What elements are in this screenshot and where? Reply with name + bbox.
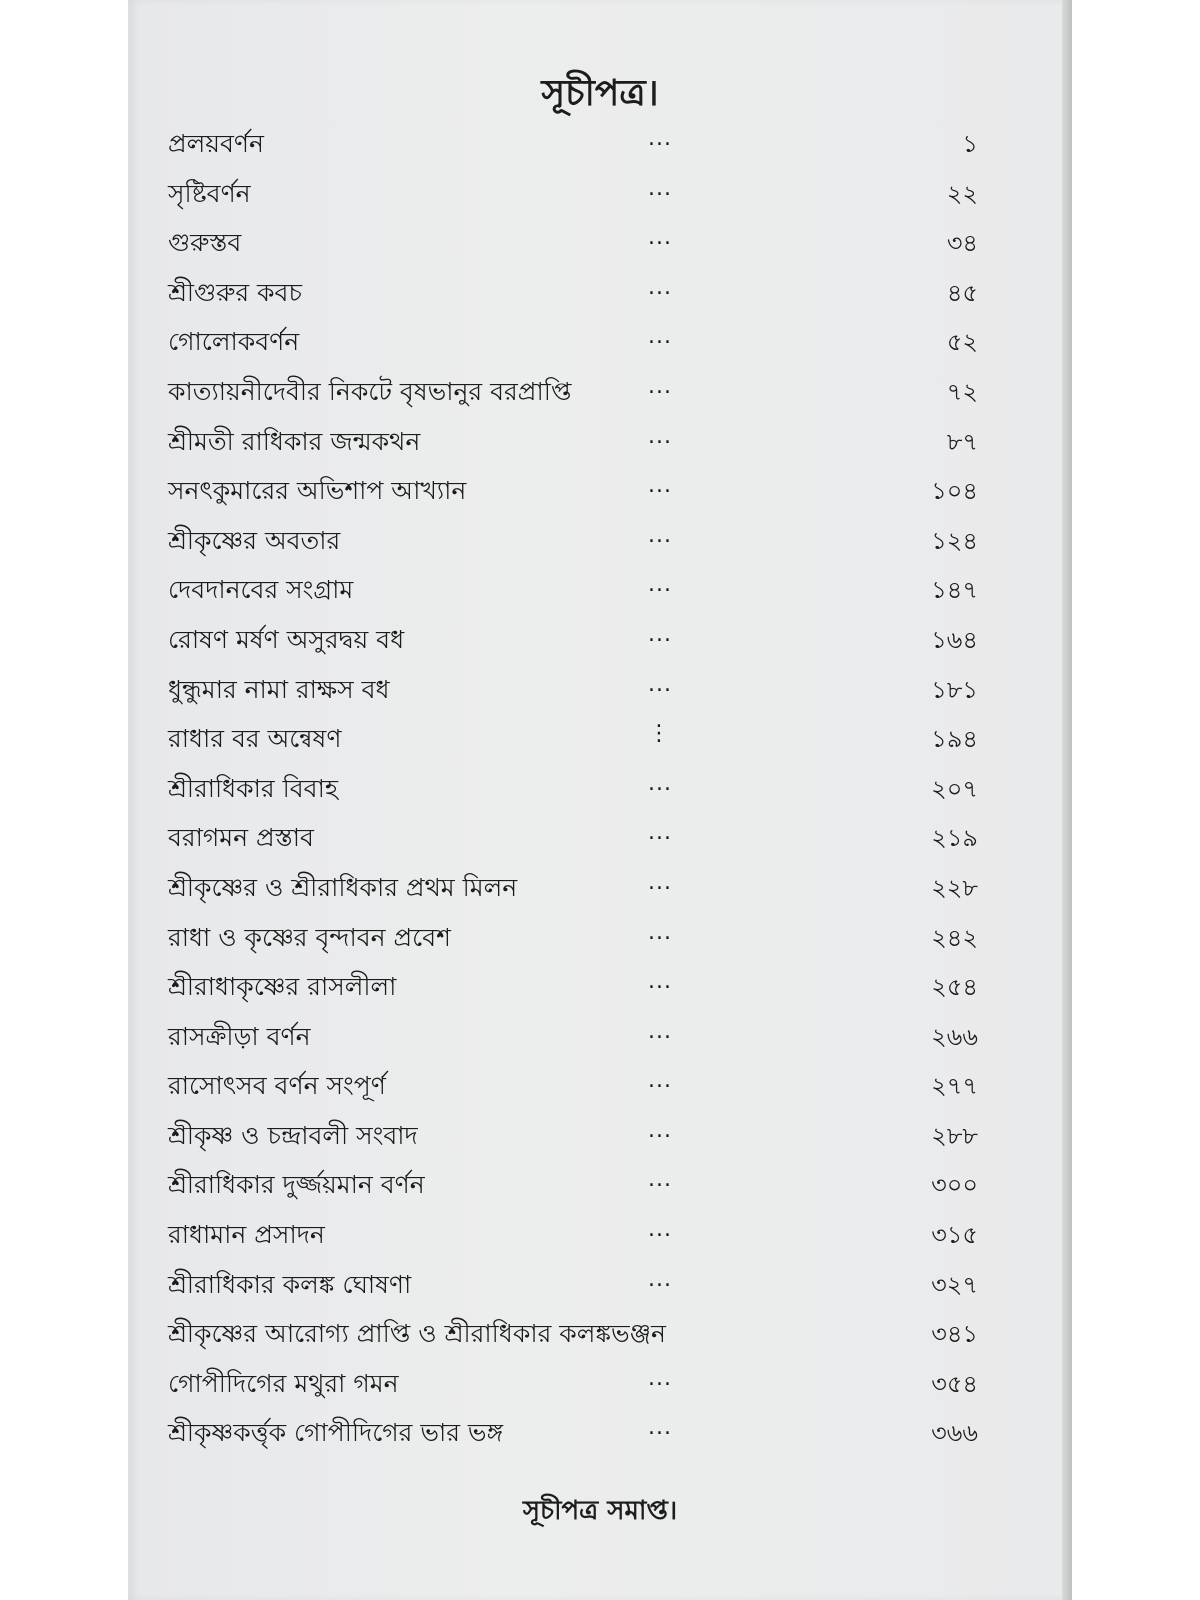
- toc-row: [168, 418, 1048, 468]
- toc-row: [168, 914, 1048, 964]
- toc-entry-title: সনৎকুমারের অভিশাপ আখ্যান: [168, 476, 467, 506]
- toc-row: [168, 666, 1048, 716]
- toc-page-number: ৮৭: [946, 427, 978, 456]
- toc-row: [168, 1310, 1048, 1360]
- toc-row: [168, 1261, 1048, 1311]
- toc-page-number: ১৪৭: [931, 576, 978, 605]
- toc-entry-title: শ্রীকৃষ্ণ ও চন্দ্রাবলী সংবাদ: [168, 1120, 418, 1150]
- toc-entry-title: শ্রীকৃষ্ণের অবতার: [168, 525, 341, 555]
- toc-leader-dots: ...: [648, 1117, 672, 1143]
- toc-page-number: ২০৭: [931, 774, 978, 803]
- toc-page-number: ৩৪১: [931, 1320, 978, 1349]
- toc-entry-title: শ্রীরাধিকার দুর্জ্জয়মান বর্ণন: [168, 1170, 425, 1200]
- toc-page-number: ২১৯: [931, 824, 978, 853]
- toc-page-number: ২৪২: [931, 923, 978, 952]
- toc-row: [168, 517, 1048, 567]
- toc-page-number: ১২৪: [931, 526, 978, 555]
- toc-entry-title: শ্রীরাধিকার কলঙ্ক ঘোষণা: [168, 1269, 412, 1299]
- toc-entry-title: কাত্যায়নীদেবীর নিকটে বৃষভানুর বরপ্রাপ্তি: [168, 376, 572, 406]
- toc-entry-title: শ্রীকৃষ্ণকর্ত্তৃক গোপীদিগের ভার ভঙ্গ: [168, 1418, 504, 1448]
- toc-leader-dots: ...: [648, 919, 672, 945]
- toc-entry-title: রাধার বর অন্বেষণ: [168, 724, 342, 754]
- toc-leader-dots: ...: [648, 969, 672, 995]
- toc-page-number: ৩০০: [931, 1171, 978, 1200]
- toc-row: [168, 1360, 1048, 1410]
- toc-row: [168, 1062, 1048, 1112]
- toc-page-number: ২২: [946, 179, 978, 208]
- toc-leader-dots: ...: [648, 820, 672, 846]
- toc-leader-dots: ...: [648, 572, 672, 598]
- toc-row: [168, 1409, 1048, 1459]
- toc-row: [168, 467, 1048, 517]
- toc-row: [168, 269, 1048, 319]
- toc-entry-title: গুরুস্তব: [168, 228, 242, 258]
- toc-page-number: ৩৪: [946, 229, 978, 258]
- toc-leader-dots: ...: [648, 324, 672, 350]
- toc-leader-dots: ...: [648, 1415, 672, 1441]
- toc-page-number: ২৮৮: [931, 1121, 978, 1150]
- toc-leader-dots: ...: [648, 671, 672, 697]
- toc-row: [168, 715, 1048, 765]
- toc-row: [168, 120, 1048, 170]
- toc-entry-title: রাধা ও কৃষ্ণের বৃন্দাবন প্রবেশ: [168, 922, 451, 952]
- toc-entry-title: রাধামান প্রসাদন: [168, 1220, 325, 1250]
- toc-entry-title: ধুন্ধুমার নামা রাক্ষস বধ: [168, 674, 390, 704]
- toc-row: [168, 566, 1048, 616]
- toc-row: [168, 1112, 1048, 1162]
- toc-entry-title: রাসোৎসব বর্ণন সংপূর্ণ: [168, 1071, 386, 1101]
- toc-leader-dots: ...: [648, 1365, 672, 1391]
- toc-leader-dots: ...: [648, 621, 672, 647]
- toc-entry-title: শ্রীকৃষ্ণের ও শ্রীরাধিকার প্রথম মিলন: [168, 872, 518, 902]
- toc-leader-dots: ...: [648, 1167, 672, 1193]
- toc-page-number: ২৭৭: [931, 1072, 978, 1101]
- toc-entry-title: রাসক্রীড়া বর্ণন: [168, 1021, 311, 1051]
- toc-row: [168, 1161, 1048, 1211]
- toc-page-number: ৪৫: [946, 278, 978, 307]
- toc-entry-title: শ্রীরাধাকৃষ্ণের রাসলীলা: [168, 972, 397, 1002]
- toc-entry-title: শ্রীমতী রাধিকার জন্মকথন: [168, 426, 421, 456]
- toc-page-number: ১০৪: [931, 477, 978, 506]
- toc-page-number: ৩৬৬: [931, 1419, 978, 1448]
- toc-row: [168, 219, 1048, 269]
- toc-entry-title: শ্রীকৃষ্ণের আরোগ্য প্রাপ্তি ও শ্রীরাধিকার কলঙ্কভঞ্জন: [168, 1319, 666, 1349]
- toc-leader-dots: ...: [648, 522, 672, 548]
- toc-page-number: ৩২৭: [931, 1270, 978, 1299]
- toc-page-number: ৩১৫: [931, 1221, 978, 1250]
- toc-row: [168, 616, 1048, 666]
- toc-leader-dots: ⋮: [648, 721, 671, 747]
- toc-row: [168, 765, 1048, 815]
- toc-row: [168, 1013, 1048, 1063]
- toc-entry-title: রোষণ মর্ষণ অসুরদ্বয় বধ: [168, 624, 405, 654]
- page-title: সূচীপত্র।: [541, 73, 659, 114]
- toc-row: [168, 814, 1048, 864]
- toc-leader-dots: ...: [648, 1266, 672, 1292]
- toc-leader-dots: ...: [648, 175, 672, 201]
- toc-leader-dots: ...: [648, 1217, 672, 1243]
- toc-leader-dots: ...: [648, 1018, 672, 1044]
- toc-leader-dots: ...: [648, 770, 672, 796]
- toc-page-number: ৭২: [946, 377, 978, 406]
- toc-entry-title: গোলোকবর্ণন: [168, 327, 300, 357]
- toc-page-number: ১: [962, 130, 978, 158]
- book-page: [128, 0, 1072, 1600]
- toc-leader-dots: ...: [648, 225, 672, 251]
- toc-page-number: ৫২: [946, 328, 978, 357]
- toc-page-number: ৩৫৪: [931, 1369, 978, 1398]
- toc-row: [168, 1211, 1048, 1261]
- toc-entry-title: দেবদানবের সংগ্রাম: [168, 575, 354, 605]
- toc-leader-dots: ...: [648, 869, 672, 895]
- toc-entry-title: প্রলয়বর্ণন: [168, 129, 264, 158]
- toc-row: [168, 170, 1048, 220]
- toc-entry-title: সৃষ্টিবর্ণন: [168, 178, 251, 208]
- end-note: সূচীপত্র সমাপ্ত।: [522, 1496, 678, 1526]
- toc-leader-dots: ...: [648, 126, 672, 151]
- toc-row: [168, 368, 1048, 418]
- toc-row: [168, 864, 1048, 914]
- toc-page-number: ২২৮: [931, 873, 978, 902]
- page-edge: [1062, 0, 1072, 1600]
- toc-page-number: ২৫৪: [931, 973, 978, 1002]
- toc-row: [168, 963, 1048, 1013]
- toc-leader-dots: ...: [648, 373, 672, 399]
- toc-leader-dots: ...: [648, 423, 672, 449]
- toc-page-number: ১৮১: [931, 675, 978, 704]
- toc-page-number: ২৬৬: [931, 1022, 978, 1051]
- toc-leader-dots: ...: [648, 473, 672, 499]
- toc-entry-title: বরাগমন প্রস্তাব: [168, 823, 314, 853]
- toc-entry-title: শ্রীরাধিকার বিবাহ: [168, 773, 338, 803]
- toc-page-number: ১৯৪: [931, 725, 978, 754]
- toc-entry-title: শ্রীগুরুর কবচ: [168, 277, 302, 307]
- toc-row: [168, 318, 1048, 368]
- toc-page-number: ১৬৪: [931, 625, 978, 654]
- toc-leader-dots: ...: [648, 274, 672, 300]
- toc-entry-title: গোপীদিগের মথুরা গমন: [168, 1368, 399, 1398]
- table-of-contents: [168, 120, 1048, 1459]
- toc-leader-dots: ...: [648, 1068, 672, 1094]
